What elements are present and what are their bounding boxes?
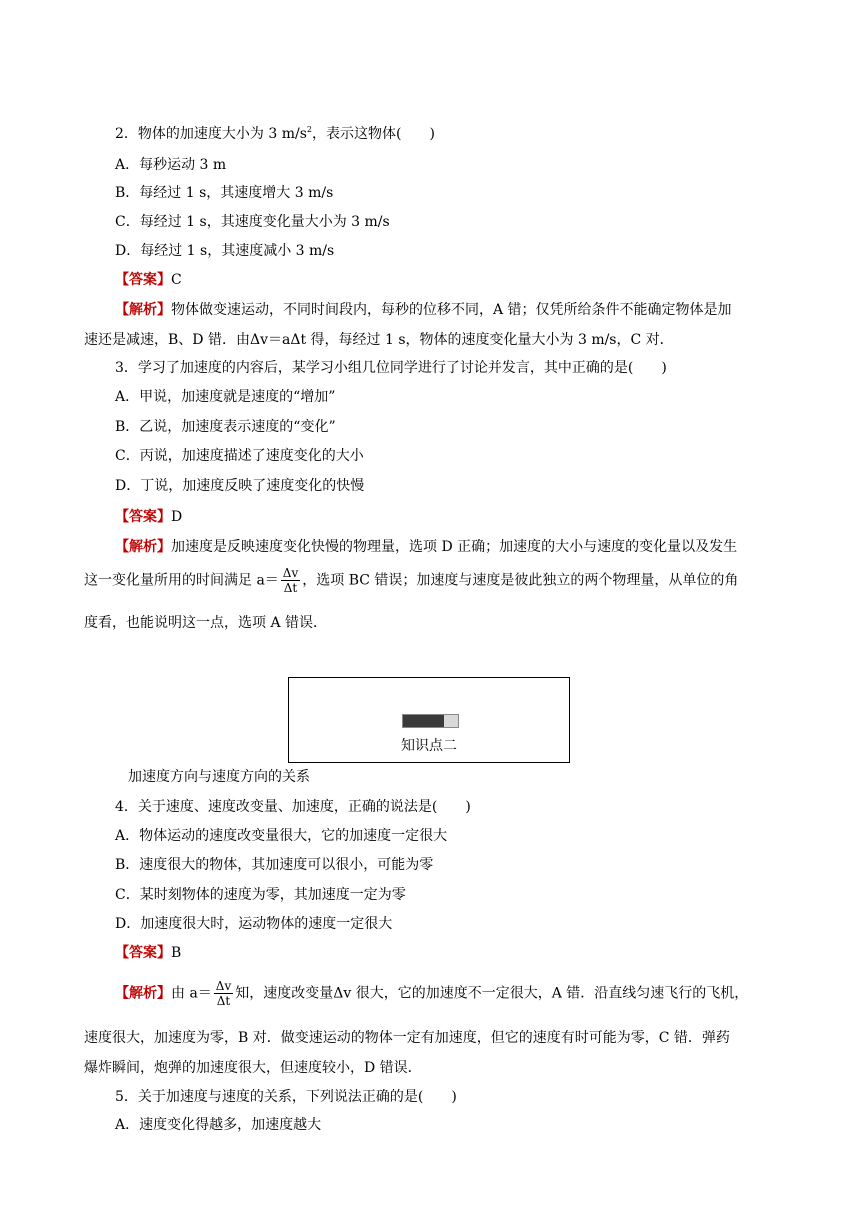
q4-option-b: B．速度很大的物体，其加速度可以很小，可能为零 xyxy=(115,857,434,873)
section-label: 知识点二 xyxy=(401,738,457,754)
q2-stem: 2．物体的加速度大小为 3 $m/s^2$，表示这物体( ) xyxy=(115,125,435,142)
q4-stem: 4．关于速度、速度改变量、加速度，正确的说法是( ) xyxy=(115,799,471,815)
analysis-tag: 【解析】 xyxy=(115,539,171,555)
q4-analysis-line-1: 【解析】由 a＝ $\frac{\Delta v}{\Delta t}$ 知，速度改变量Δv 很大，它的加速度不一定很大，A 错．沿直线匀速飞行的飞机， xyxy=(115,979,749,1008)
q2-option-c: C．每经过 1 s，其速度变化量大小为 3 m/s xyxy=(115,214,390,230)
q2-option-b: B．每经过 1 s，其速度增大 3 m/s xyxy=(115,185,334,201)
q2-analysis-line-2: 速还是减速，B、D 错．由Δv＝aΔt 得，每经过 1 s，物体的速度变化量大小为 3 m/s，C 对． xyxy=(84,332,674,348)
q2-option-a: A．每秒运动 3 m xyxy=(115,157,227,173)
q3-analysis-line-1: 【解析】加速度是反映速度变化快慢的物理量，选项 D 正确；加速度的大小与速度的变化量以及发生 xyxy=(115,539,738,555)
q3-analysis-line-2: 这一变化量所用的时间满足 a＝ $\frac{\Delta v}{\Delta t}$ ，选项 BC 错误；加速度与速度是彼此独立的两个物理量，从单位的角 xyxy=(84,566,739,595)
section-subtitle: 加速度方向与速度方向的关系 xyxy=(128,769,310,785)
q3-answer: 【答案】D xyxy=(115,509,183,525)
q4-option-c: C．某时刻物体的速度为零，其加速度一定为零 xyxy=(115,887,406,903)
section-progress-fill xyxy=(403,715,444,727)
q5-stem: 5．关于加速度与速度的关系，下列说法正确的是( ) xyxy=(115,1089,457,1105)
q3-option-d: D．丁说，加速度反映了速度变化的快慢 xyxy=(115,478,365,494)
section-progress-bar xyxy=(402,714,459,728)
answer-tag: 【答案】 xyxy=(115,509,171,525)
fraction-dv-dt: $\frac{\Delta v}{\Delta t}$ xyxy=(282,566,299,595)
q2-analysis-line-1: 【解析】物体做变速运动，不同时间段内，每秒的位移不同，A 错；仅凭所给条件不能确定物体是加 xyxy=(115,302,732,318)
fraction-dv-dt: $\frac{\Delta v}{\Delta t}$ xyxy=(215,979,232,1008)
q3-option-b: B．乙说，加速度表示速度的“变化” xyxy=(115,419,336,435)
q4-option-a: A．物体运动的速度改变量很大，它的加速度一定很大 xyxy=(115,828,448,844)
q3-option-a: A．甲说，加速度就是速度的“增加” xyxy=(115,389,336,405)
answer-tag: 【答案】 xyxy=(115,272,171,288)
q4-analysis-line-2: 速度很大，加速度为零，B 对．做变速运动的物体一定有加速度，但它的速度有时可能为零，C 错．弹药 xyxy=(84,1030,730,1046)
q4-answer: 【答案】B xyxy=(115,945,182,961)
q2-option-d: D．每经过 1 s，其速度减小 3 m/s xyxy=(115,243,335,259)
answer-tag: 【答案】 xyxy=(115,945,171,961)
q5-option-a: A．速度变化得越多，加速度越大 xyxy=(115,1117,322,1133)
q4-analysis-line-3: 爆炸瞬间，炮弹的加速度很大，但速度较小，D 错误． xyxy=(84,1060,422,1076)
q3-analysis-line-3: 度看，也能说明这一点，选项 A 错误． xyxy=(84,615,328,631)
section-header-box xyxy=(288,677,570,763)
q3-option-c: C．丙说，加速度描述了速度变化的大小 xyxy=(115,448,364,464)
q4-option-d: D．加速度很大时，运动物体的速度一定很大 xyxy=(115,916,393,932)
q2-answer: 【答案】C xyxy=(115,272,182,288)
q3-stem: 3．学习了加速度的内容后，某学习小组几位同学进行了讨论并发言，其中正确的是( ) xyxy=(115,360,667,376)
analysis-tag: 【解析】 xyxy=(115,302,171,318)
analysis-tag: 【解析】 xyxy=(115,985,171,1002)
